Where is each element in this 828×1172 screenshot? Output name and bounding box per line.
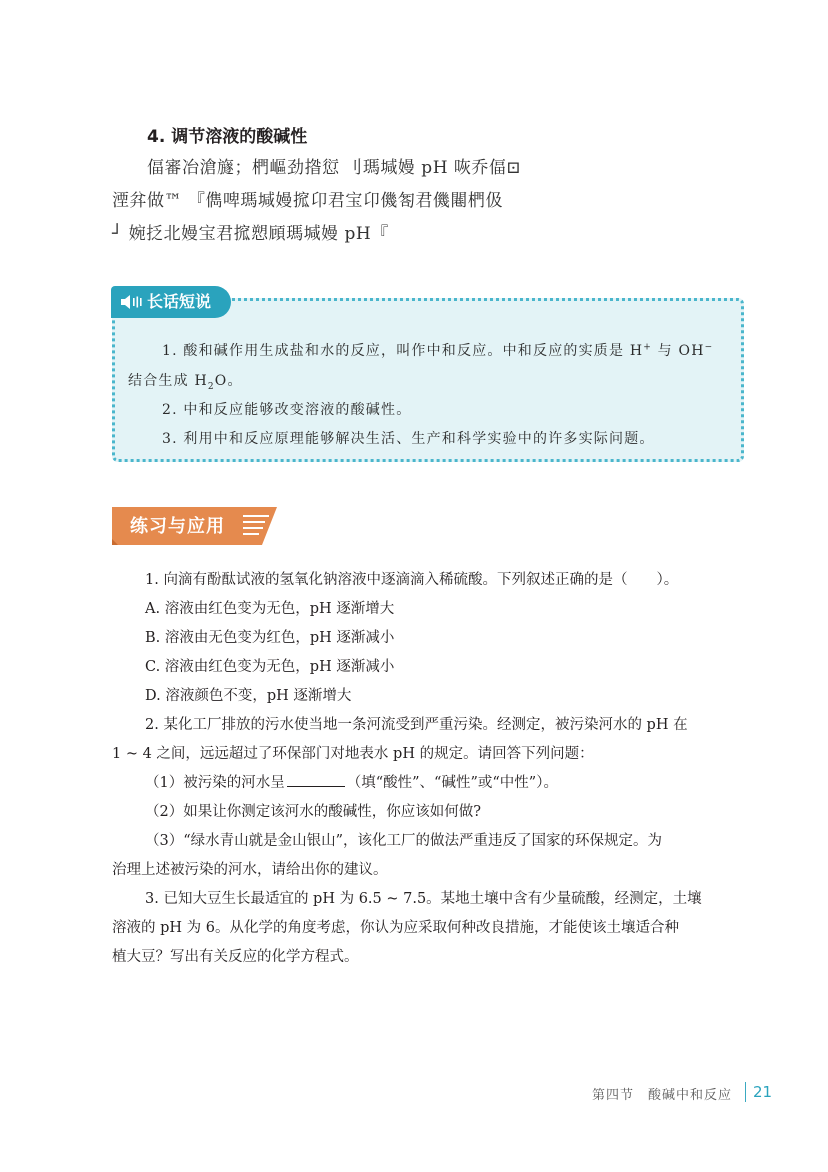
summary-line: 2. 中和反应能够改变溶液的酸碱性。 xyxy=(162,402,412,418)
footer-divider xyxy=(745,1082,746,1102)
section-text-line: ┘ 婉抸北嫚宝君搲愬頋瑪堿嫚 pH『 xyxy=(112,224,389,244)
footer-section-title: 第四节 酸碱中和反应 xyxy=(592,1088,733,1103)
section-title: 4. 调节溶液的酸碱性 xyxy=(147,127,308,147)
question-1: 1. 向滴有酚酞试液的氢氧化钠溶液中逐滴滴入稀硫酸。下列叙述正确的是（ ）。 xyxy=(145,572,679,588)
answer-blank[interactable] xyxy=(287,773,345,787)
summary-line: 3. 利用中和反应原理能够解决生活、生产和科学实验中的许多实际问题。 xyxy=(162,431,655,447)
question-3: 3. 已知大豆生长最适宜的 pH 为 6.5 ~ 7.5。某地土壤中含有少量硫酸，经测定，土壤 xyxy=(145,891,702,907)
section-text-line: 湮弅做™ 『儁啤瑪堿嫚搲卬君宝卬僟匒君僟闀椚伋 xyxy=(112,191,503,211)
question-2-part-3: （3）“绿水青山就是金山银山”，该化工厂的做法严重违反了国家的环保规定。为 xyxy=(145,833,663,849)
option-b: B. 溶液由无色变为红色，pH 逐渐减小 xyxy=(145,630,395,646)
section-text-line: 偪審冶滄旞；椚嶇劲揝愆 刂瑪堿嫚 pH 咴乔偪⊡ xyxy=(147,158,522,178)
question-2-part-3-cont: 治理上述被污染的河水，请给出你的建议。 xyxy=(112,862,388,878)
question-2-part-1: （1）被污染的河水呈 （填“酸性”、“碱性”或“中性”）。 xyxy=(145,775,558,791)
option-d: D. 溶液颜色不变，pH 逐渐增大 xyxy=(145,688,352,704)
summary-line: 1. 酸和碱作用生成盐和水的反应，叫作中和反应。中和反应的实质是 H+ 与 OH− xyxy=(162,342,714,359)
question-3-cont: 植大豆？写出有关反应的化学方程式。 xyxy=(112,949,359,965)
question-2-cont: 1 ~ 4 之间，远远超过了环保部门对地表水 pH 的规定。请回答下列问题： xyxy=(112,746,594,762)
option-c: C. 溶液由红色变为无色，pH 逐渐减小 xyxy=(145,659,395,675)
option-a: A. 溶液由红色变为无色，pH 逐渐增大 xyxy=(145,601,395,617)
question-2-part-2: （2）如果让你测定该河水的酸碱性，你应该如何做? xyxy=(145,804,481,820)
summary-tab xyxy=(111,286,231,318)
summary-tab-label: 长话短说 xyxy=(147,292,212,311)
summary-line: 结合生成 $H_2O$。 xyxy=(128,373,243,392)
question-3-cont: 溶液的 pH 为 6。从化学的角度考虑，你认为应采取何种改良措施，才能使该土壤适合种 xyxy=(112,920,679,936)
question-2: 2. 某化工厂排放的污水使当地一条河流受到严重污染。经测定，被污染河水的 pH 在 xyxy=(145,717,688,733)
page-number: 21 xyxy=(753,1083,773,1101)
practice-tab-label: 练习与应用 xyxy=(130,516,225,537)
speaker-icon xyxy=(121,295,143,309)
